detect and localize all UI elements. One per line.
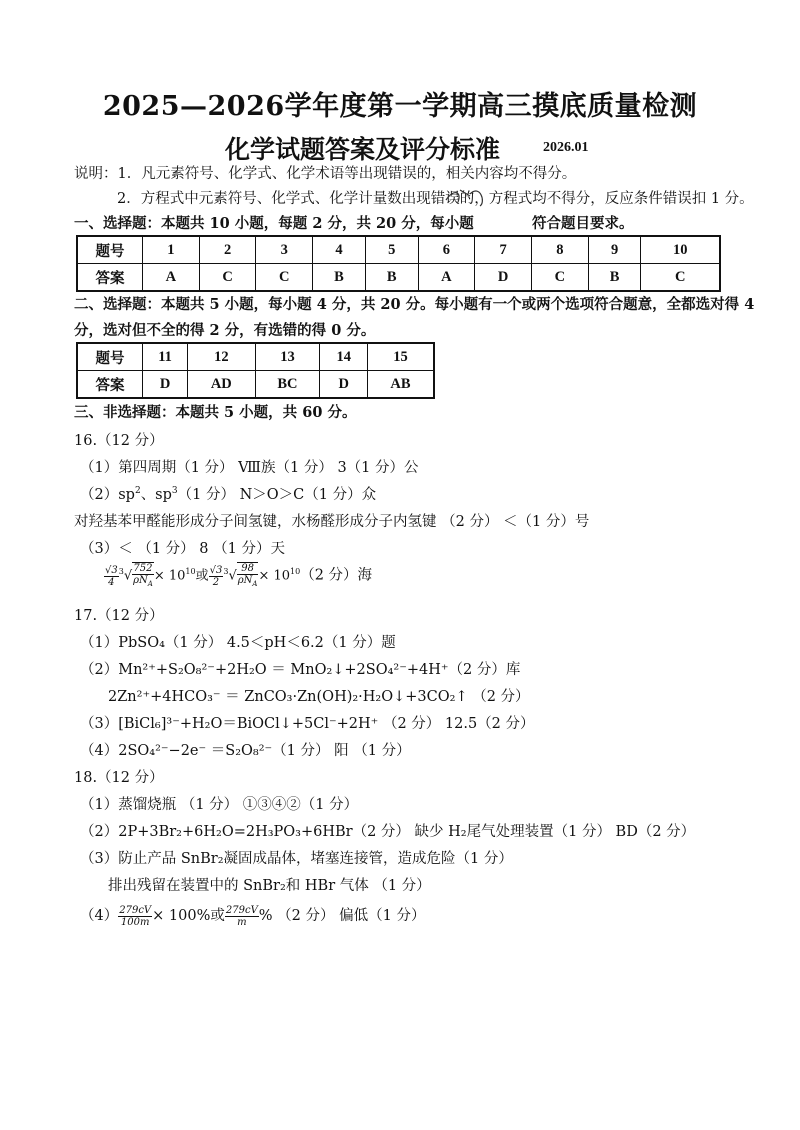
q18-part-label: （4） xyxy=(80,908,119,924)
question-number: 7 xyxy=(475,236,532,264)
q16-line-2 xyxy=(80,483,376,504)
answer-cell: B xyxy=(588,264,641,292)
section-1-heading-tail: 符合题目要求。 xyxy=(532,215,634,232)
answer-cell: C xyxy=(199,264,256,292)
root-index: 3 xyxy=(118,567,124,577)
fraction xyxy=(237,562,259,590)
question-number: 6 xyxy=(418,236,475,264)
q18-header: 18.（12 分） xyxy=(74,770,164,786)
answer-cell: B xyxy=(313,264,366,292)
question-number: 1 xyxy=(143,236,200,264)
note-1: 说明：1．凡元素符号、化学式、化学术语等出现错误的，相关内容均不得分。 xyxy=(74,166,577,182)
numerator: √3 xyxy=(105,564,118,576)
denominator: 100m xyxy=(120,916,150,928)
q16-line-1: （1）第四周期（1 分） Ⅷ族（1 分） 3（1 分）公 xyxy=(80,460,419,476)
answer-cell: C xyxy=(532,264,589,292)
table-row xyxy=(77,343,434,371)
section-3-heading: 三、非选择题：本题共 5 小题，共 60 分。 xyxy=(74,404,357,421)
q18-line-5 xyxy=(80,904,425,928)
answer-cell: AD xyxy=(188,371,255,399)
q16-sup-2: 2 xyxy=(134,486,141,497)
root-index: 3 xyxy=(223,567,229,577)
section-2-answer-table xyxy=(76,342,435,399)
q16-sup-3: 3 xyxy=(171,486,178,497)
q17-line-2: （2）Mn²⁺+S₂O₈²⁻+2H₂O ＝ MnO₂↓+2SO₄²⁻+4H⁺（2 分）库 xyxy=(80,662,521,678)
question-number: 3 xyxy=(256,236,313,264)
q17-line-4: （3）[BiCl₆]³⁻+H₂O＝BiOCl↓+5Cl⁻+2H⁺ （2 分） 12.5（2 分） xyxy=(80,716,535,732)
q18-line-2: （2）2P+3Br₂+6H₂O=2H₃PO₃+6HBr（2 分） 缺少 H₂尾气处理装置（1 分） BD（2 分） xyxy=(80,824,696,840)
q18-line-3: （3）防止产品 SnBr₂凝固成晶体，堵塞连接管，造成危险（1 分） xyxy=(80,851,513,867)
fraction xyxy=(118,905,152,928)
denominator: 2 xyxy=(212,576,220,588)
table-row xyxy=(77,371,434,399)
answer-cell: BC xyxy=(255,371,320,399)
subscript: A xyxy=(252,580,258,588)
answer-cell: B xyxy=(365,264,418,292)
denominator: 4 xyxy=(108,576,115,588)
scribble-mark xyxy=(440,182,510,212)
answer-cell: C xyxy=(256,264,313,292)
q16-line-2e: （1 分） N＞O＞C（1 分）众 xyxy=(177,487,377,503)
q17-line-1: （1）PbSO₄（1 分） 4.5＜pH＜6.2（1 分）题 xyxy=(80,635,396,651)
times-power: × 10 xyxy=(153,568,186,584)
answer-cell: D xyxy=(143,371,188,399)
page-subtitle: 化学试题答案及评分标准 xyxy=(225,135,501,164)
question-number: 5 xyxy=(365,236,418,264)
times-power: × 10 xyxy=(258,568,291,584)
numerator: √3 xyxy=(209,564,223,576)
question-number: 8 xyxy=(532,236,589,264)
q17-line-3: 2Zn²⁺+4HCO₃⁻ ＝ ZnCO₃·Zn(OH)₂·H₂O↓+3CO₂↑ （2 分） xyxy=(108,689,530,705)
denominator: m xyxy=(237,916,247,928)
fraction xyxy=(209,565,224,588)
row-label: 题号 xyxy=(77,236,143,264)
table-row xyxy=(77,236,720,264)
q16-line-2a: （2）sp xyxy=(80,487,135,503)
question-number: 13 xyxy=(255,343,320,371)
question-number: 2 xyxy=(199,236,256,264)
subscript: A xyxy=(147,580,153,588)
radical-icon: √ xyxy=(228,568,237,584)
question-number: 9 xyxy=(588,236,641,264)
exponent: 10 xyxy=(185,567,196,577)
q16-line-4: （3）＜ （1 分） 8 （1 分）天 xyxy=(80,541,285,557)
q17-header: 17.（12 分） xyxy=(74,608,164,624)
section-1-answer-table xyxy=(76,235,721,292)
denominator-text: ρN xyxy=(237,575,253,586)
or-word: 或 xyxy=(195,568,209,584)
q17-line-5: （4）2SO₄²⁻−2e⁻ ＝S₂O₈²⁻（1 分） 阳 （1 分） xyxy=(80,743,411,759)
section-2-heading-line-1: 二、选择题：本题共 5 小题，每小题 4 分，共 20 分。每小题有一个或两个选项符合题意，全都选对得 4 xyxy=(74,296,755,313)
q18-line-1: （1）蒸馏烧瓶 （1 分） ①③④②（1 分） xyxy=(80,797,359,813)
row-label: 题号 xyxy=(77,343,143,371)
row-label: 答案 xyxy=(77,264,143,292)
question-number: 10 xyxy=(641,236,720,264)
answer-cell: A xyxy=(143,264,200,292)
fraction xyxy=(225,905,259,928)
fraction xyxy=(132,562,154,590)
answer-cell: D xyxy=(475,264,532,292)
page-title: 2025—2026学年度第一学期高三摸底质量检测 xyxy=(102,91,698,122)
question-number: 14 xyxy=(320,343,368,371)
answer-cell: D xyxy=(320,371,368,399)
percent-or: × 100%或 xyxy=(152,908,225,924)
question-number: 4 xyxy=(313,236,366,264)
table-row xyxy=(77,264,720,292)
q16-line-3: 对羟基苯甲醛能形成分子间氢键，水杨醛形成分子内氢键 （2 分） ＜（1 分）号 xyxy=(74,514,590,530)
exam-date: 2026.01 xyxy=(543,140,589,155)
q18-line-4: 排出残留在装置中的 SnBr₂和 HBr 气体 （1 分） xyxy=(108,878,431,894)
answer-cell: C xyxy=(641,264,720,292)
q18-line-5-tail: % （2 分） 偏低（1 分） xyxy=(258,908,426,924)
denominator xyxy=(237,575,259,590)
fraction xyxy=(104,565,119,588)
q16-header: 16.（12 分） xyxy=(74,433,164,449)
numerator: 98 xyxy=(237,563,259,575)
q16-line-2c: 、sp xyxy=(140,487,172,503)
formula-score: （2 分）海 xyxy=(300,567,373,584)
answer-cell: A xyxy=(418,264,475,292)
denominator xyxy=(132,575,154,590)
numerator: 279cV xyxy=(119,904,152,916)
numerator: 752 xyxy=(133,563,153,574)
exponent: 10 xyxy=(290,567,301,577)
question-number: 15 xyxy=(368,343,435,371)
denominator-text: ρN xyxy=(133,575,148,586)
question-number: 11 xyxy=(143,343,188,371)
note-2: 2．方程式中元素符号、化学式、化学计量数出现错误的，方程式均不得分，反应条件错误扣 1 分。 xyxy=(117,191,754,207)
answer-cell: AB xyxy=(368,371,435,399)
radical-icon: √ xyxy=(123,568,133,584)
question-number: 12 xyxy=(188,343,255,371)
section-1-heading: 一、选择题：本题共 10 小题，每题 2 分，共 20 分，每小题 xyxy=(74,215,474,232)
numerator: 279cV xyxy=(225,904,258,916)
row-label: 答案 xyxy=(77,371,143,399)
section-2-heading-line-2: 分，选对但不全的得 2 分，有选错的得 0 分。 xyxy=(74,322,376,339)
q16-formula xyxy=(104,562,372,590)
